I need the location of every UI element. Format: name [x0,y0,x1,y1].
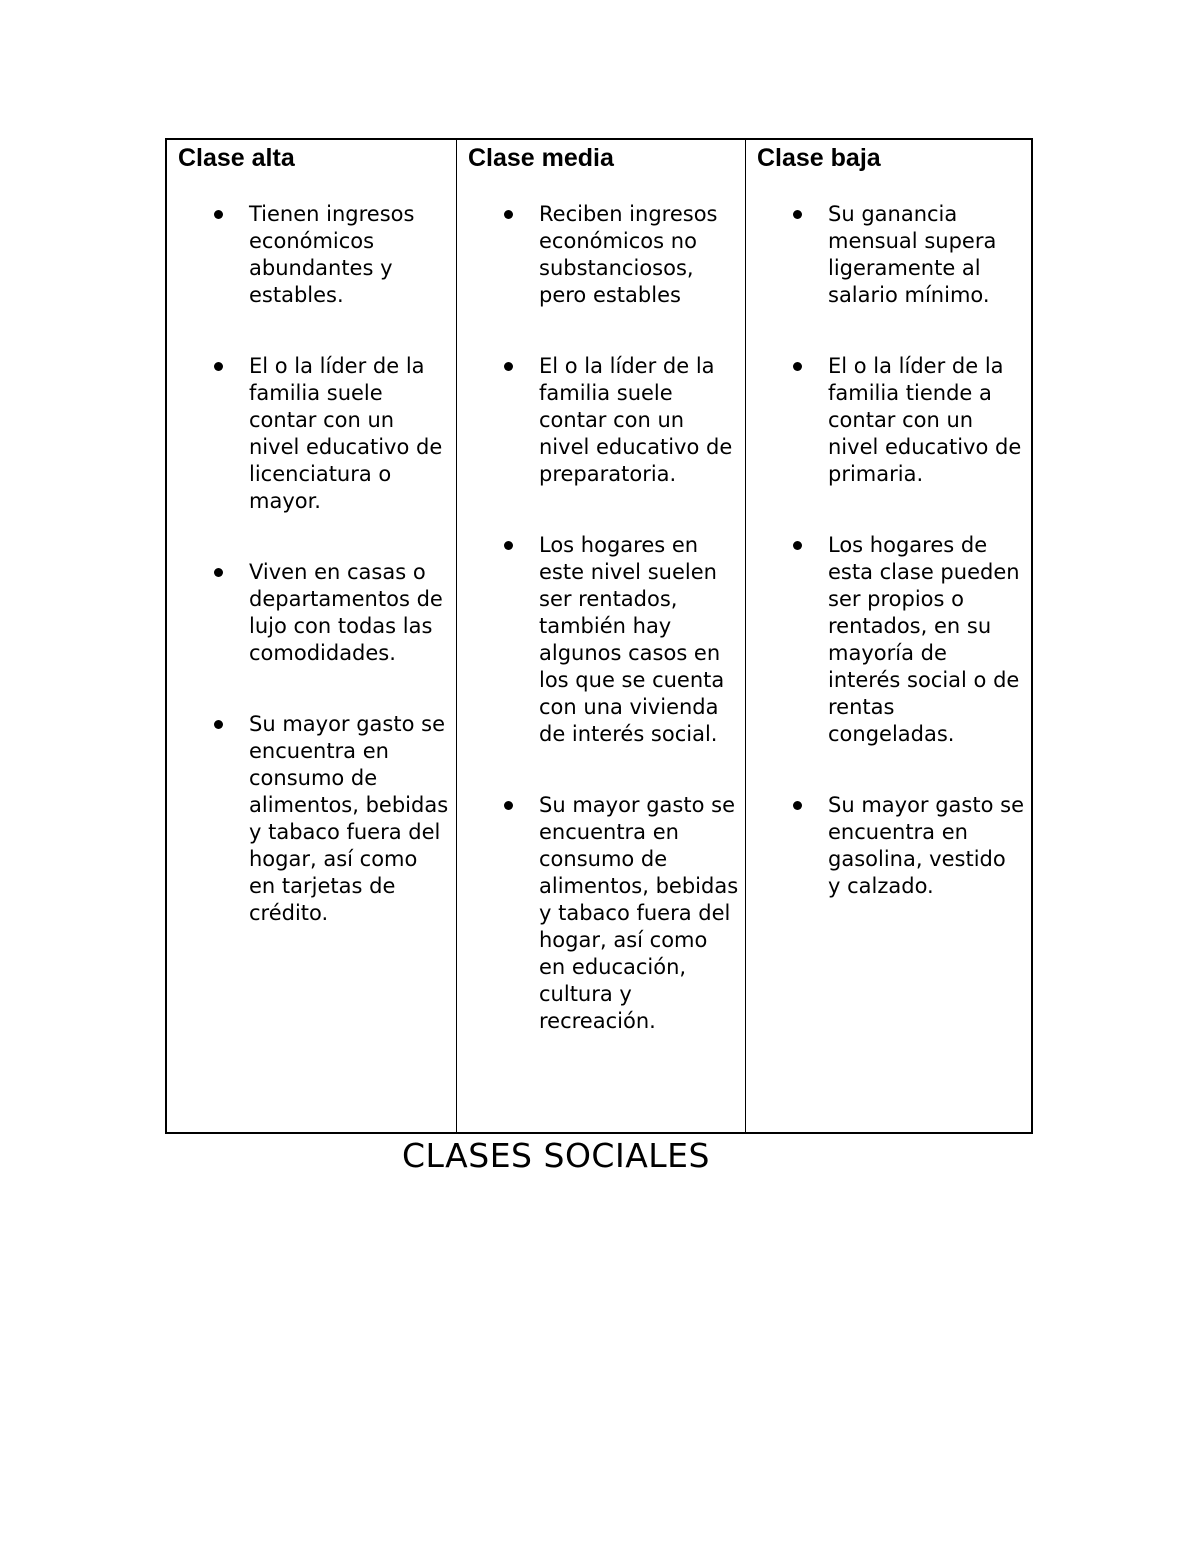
bullet-icon [793,362,802,371]
list-item [457,532,739,748]
bullet-icon [214,210,223,219]
bullet-icon [504,801,513,810]
list-item-text: El o la líder de la familia suele contar con un nivel educativo de licenciatura o mayor. [249,354,443,513]
bullet-icon [504,362,513,371]
list-item [746,532,1024,748]
bullet-icon [214,362,223,371]
bullet-icon [504,541,513,550]
list-item-text: Los hogares en este nivel suelen ser rentados, también hay algunos casos en los que se cuenta con una vivienda de interés social. [539,533,725,746]
column-title: Clase baja [757,144,881,172]
list-item-text: Su mayor gasto se encuentra en gasolina, vestido y calzado. [828,793,1024,898]
list-item [167,559,449,667]
bullet-icon [214,568,223,577]
list-item [167,711,449,927]
list-item-text: El o la líder de la familia suele contar con un nivel educativo de preparatoria. [539,354,733,486]
list-item-text: Los hogares de esta clase pueden ser propios o rentados, en su mayoría de interés social o de rentas congeladas. [828,533,1020,746]
list-item [457,201,739,309]
column-clase-baja [745,140,1031,1132]
column-clase-alta [167,140,456,1132]
list-item [457,353,739,488]
list-item-text: Su mayor gasto se encuentra en consumo de alimentos, bebidas y tabaco fuera del hogar, así como en educación, cultura y recreación. [539,793,739,1033]
social-classes-table [165,138,1033,1134]
list-item-text: El o la líder de la familia tiende a contar con un nivel educativo de primaria. [828,354,1022,486]
column-title: Clase alta [178,144,295,172]
bullet-list [167,201,449,971]
bullet-icon [793,210,802,219]
list-item [746,201,1024,309]
bullet-icon [214,720,223,729]
list-item [746,792,1024,900]
column-title: Clase media [468,144,614,172]
list-item-text: Viven en casas o departamentos de lujo con todas las comodidades. [249,560,443,665]
bullet-icon [793,541,802,550]
list-item [167,353,449,515]
bullet-icon [793,801,802,810]
list-item-text: Tienen ingresos económicos abundantes y estables. [249,202,415,307]
bullet-icon [504,210,513,219]
bullet-list [746,201,1024,944]
document-title: CLASES SOCIALES [402,1136,710,1175]
list-item-text: Su ganancia mensual supera ligeramente al salario mínimo. [828,202,997,307]
list-item-text: Reciben ingresos económicos no substanciosos, pero estables [539,202,718,307]
bullet-list [457,201,739,1079]
column-clase-media [456,140,745,1132]
list-item [457,792,739,1035]
list-item [167,201,449,309]
list-item-text: Su mayor gasto se encuentra en consumo de alimentos, bebidas y tabaco fuera del hogar, así como en tarjetas de crédito. [249,712,449,925]
list-item [746,353,1024,488]
